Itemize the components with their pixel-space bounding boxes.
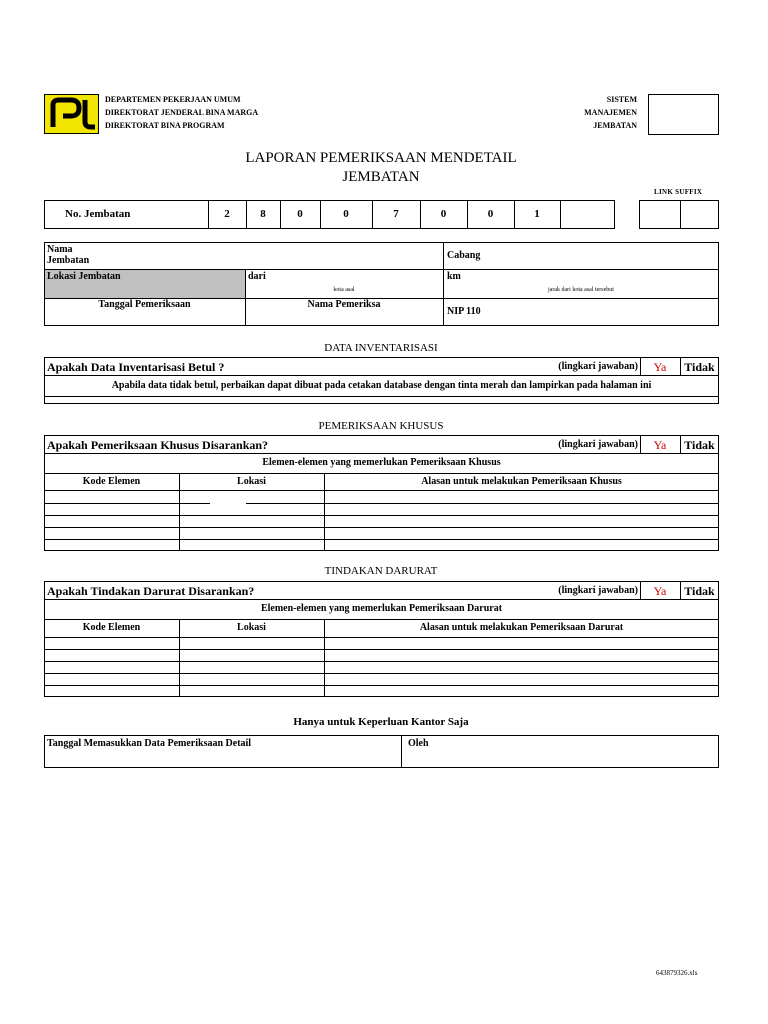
khusus-lingkari: (lingkari jawaban) [558, 439, 638, 450]
org-line-1: DEPARTEMEN PEKERJAAN UMUM [105, 95, 241, 104]
system-line-3: JEMBATAN [593, 121, 637, 130]
link-suffix-label: LINK SUFFIX [654, 188, 703, 196]
inventaris-tidak-option[interactable]: Tidak [684, 360, 715, 374]
page-title-line-2: JEMBATAN [342, 169, 420, 185]
kantor-oleh-label: Oleh [408, 738, 429, 749]
khusus-tidak-option[interactable]: Tidak [684, 438, 715, 452]
kantor-tanggal-label: Tanggal Memasukkan Data Pemeriksaan Detail [47, 738, 252, 749]
system-line-2: MANAJEMEN [584, 108, 637, 117]
org-line-2: DIREKTORAT JENDERAL BINA MARGA [105, 108, 259, 117]
nip-label: NIP 110 [447, 306, 481, 317]
bridge-digit-6[interactable]: 0 [440, 208, 447, 220]
bridge-digit-2[interactable]: 8 [260, 208, 266, 220]
darurat-col-kode: Kode Elemen [82, 622, 141, 633]
kota-asal-hint: kota asal [333, 287, 355, 293]
nama-pemeriksa-label: Nama Pemeriksa [307, 299, 381, 310]
khusus-col-lokasi: Lokasi [237, 476, 266, 487]
khusus-ya-option[interactable]: Ya [653, 438, 667, 452]
darurat-subheading: Elemen-elemen yang memerlukan Pemeriksaan Darurat [260, 603, 503, 614]
jarak-hint: jarak dari kota asal tersebut [548, 287, 614, 293]
cabang-label: Cabang [447, 250, 481, 261]
link-suffix-box-2[interactable] [680, 200, 719, 229]
link-suffix-box-1[interactable] [639, 200, 681, 229]
km-label: km [447, 271, 461, 282]
khusus-col-kode: Kode Elemen [82, 476, 141, 487]
ministry-logo [44, 94, 99, 134]
bridge-digit-3[interactable]: 0 [297, 208, 303, 220]
darurat-col-lokasi: Lokasi [237, 622, 266, 633]
org-line-3: DIREKTORAT BINA PROGRAM [105, 121, 225, 130]
bridge-digit-7[interactable]: 0 [487, 208, 494, 220]
inventaris-lingkari: (lingkari jawaban) [558, 361, 638, 372]
bridge-number-label: No. Jembatan [65, 208, 131, 220]
bridge-digit-8[interactable]: 1 [534, 208, 540, 220]
khusus-subheading: Elemen-elemen yang memerlukan Pemeriksaan Khusus [262, 457, 501, 468]
darurat-question: Apakah Tindakan Darurat Disarankan? [47, 584, 255, 598]
darurat-ya-option[interactable]: Ya [653, 584, 667, 598]
nama-label-2: Jembatan [47, 255, 90, 266]
system-line-1: SISTEM [606, 95, 637, 104]
bridge-digit-4[interactable]: 0 [343, 208, 349, 220]
darurat-tidak-option[interactable]: Tidak [684, 584, 715, 598]
bridge-digit-5[interactable]: 7 [393, 208, 399, 220]
inventaris-heading: DATA INVENTARISASI [324, 342, 438, 354]
system-code-box[interactable] [648, 94, 719, 135]
tanggal-pemeriksaan-label: Tanggal Pemeriksaan [98, 299, 191, 310]
page-title-line-1: LAPORAN PEMERIKSAAN MENDETAIL [245, 150, 517, 166]
inventaris-question: Apakah Data Inventarisasi Betul ? [47, 360, 225, 374]
bridge-digit-1[interactable]: 2 [224, 208, 230, 220]
darurat-lingkari: (lingkari jawaban) [558, 585, 638, 596]
lokasi-label: Lokasi Jembatan [47, 271, 121, 282]
khusus-col-alasan: Alasan untuk melakukan Pemeriksaan Khusus [421, 476, 622, 487]
nama-label-1: Nama [47, 244, 73, 255]
kantor-heading: Hanya untuk Keperluan Kantor Saja [293, 716, 469, 728]
darurat-heading: TINDAKAN DARURAT [324, 565, 438, 577]
dari-label: dari [248, 271, 266, 282]
inventaris-note: Apabila data tidak betul, perbaikan dapat dibuat pada cetakan database dengan tinta merah dan lampirkan pada halaman ini [111, 380, 652, 391]
file-id: 643879326.xls [656, 969, 698, 977]
darurat-col-alasan: Alasan untuk melakukan Pemeriksaan Darurat [419, 622, 624, 633]
khusus-question: Apakah Pemeriksaan Khusus Disarankan? [47, 438, 269, 452]
khusus-heading: PEMERIKSAAN KHUSUS [318, 420, 444, 432]
inventaris-ya-option[interactable]: Ya [653, 360, 667, 374]
